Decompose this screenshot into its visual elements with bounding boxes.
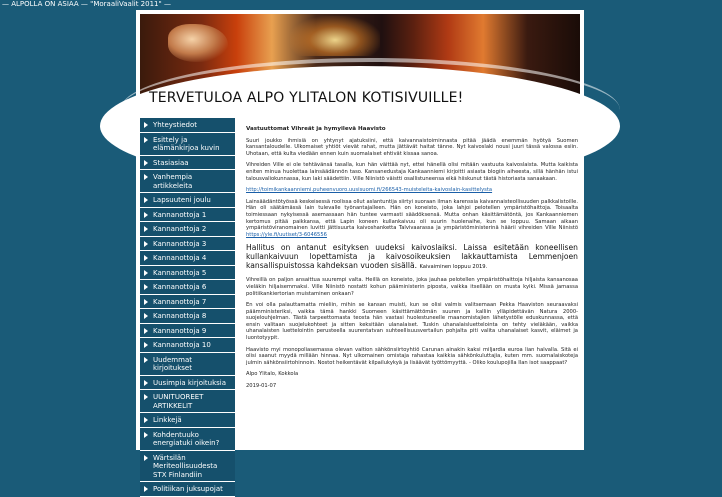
- sidebar-item[interactable]: [140, 251, 235, 266]
- sidebar-item-label: Politiikan juksupojat: [153, 485, 223, 493]
- arrow-bullet-icon: [144, 270, 148, 276]
- article-paragraph: Haavisto myi monopoliasemassa olevan valtion sähkönsiirtoyhtiö Carunan ainakin kaksi miljardia euroa lian halvalla. Sitä ei olisi saanut myydä millään hinnaa. Nyt ulkomainen omistaja rahastaa kaikkia sähkönkuluttajia, kuten mm. suomalaiskoteja julmin sähkönsiirtohinnoin. Nostot heikentävät kilpailukykyä ja lisäävät työttömyyttä. - Oliko koulupojilla Ilan isot saappaat?: [246, 346, 578, 366]
- article-paragraph: Lainsäädäntötyössä keskeisessä roolissa ollut aslantuntija siirtyi suoraan ilman karenssia kaivannaisteollisuuden palkkalistoille. Hän oli säätämässä lain tulevalle työnantajalleen. Hän on koneisto, joka lahjoi pelotellen ympäristöhaittoja. Toisaalta toimiessaan nykyisessä asemassaan hän tuntee varmasti säädöksensä. Mutta onhan käsittämätöntä, jos Kankaanniemen kertomus pitää paikkansa, että Lapin koneen kullankaivuu oli suurin huolenaihe, kun se loppuu. Samaan aikaan ympäristöviranomainen luvitti jättisuurta kaivoshanketta Talvivaarassa ja ympäristöministerinä häärii vihreiden Ville Niinistö https://yle.fi/uutiset/3-6046556: [246, 198, 578, 238]
- sidebar-item[interactable]: [140, 353, 235, 376]
- arrow-bullet-icon: [144, 226, 148, 232]
- sidebar-item[interactable]: [140, 324, 235, 339]
- sidebar-item[interactable]: [140, 266, 235, 281]
- arrow-bullet-icon: [144, 313, 148, 319]
- sidebar-item[interactable]: [140, 390, 235, 413]
- sidebar-item-label: Lapsuuteni joulu: [153, 196, 211, 204]
- article-title: Vastuuttomat Vihreät ja hymyilevä Haavisto: [246, 126, 386, 132]
- sidebar-item-label: Kannanottoja 10: [153, 341, 211, 349]
- arrow-bullet-icon: [144, 174, 148, 180]
- arrow-bullet-icon: [144, 137, 148, 143]
- arrow-bullet-icon: [144, 486, 148, 492]
- arrow-bullet-icon: [144, 255, 148, 261]
- sidebar-item-label: Kohdentuuko energiatuki oikein?: [153, 430, 220, 447]
- arrow-bullet-icon: [144, 432, 148, 438]
- sidebar-item-label: Esittely ja elämänkirjoa kuvin: [153, 135, 220, 152]
- banner-photo-flare: [290, 16, 380, 56]
- arrow-bullet-icon: [144, 455, 148, 461]
- article-paragraph: Vihreiden Ville ei ole tehtävänsä tasalla, kun hän väittää nyt, ettei hänellä olisi mitään vastuuta kaivoslaista. Mutta kaikista eniten minua huolettaa lainsäädännön taso. Kansanedustaja Kankaanniemi kirjoitti asiasta blogiin aiheesta, sillä hänhän istui talousvaliokunnassa, kun laki säädettiin. Ville Niinistö väistti osallistuneensa eikä hiiskunut tästä historiasta sanaakaan.: [246, 162, 578, 182]
- sidebar-nav: [140, 118, 235, 497]
- page-title: TERVETULOA ALPO YLITALON KOTISIVUILLE!: [149, 90, 464, 106]
- sidebar-item[interactable]: [140, 451, 235, 483]
- article-date: 2019-01-07: [246, 383, 277, 390]
- sidebar-item-label: Kannanottoja 1: [153, 210, 207, 219]
- arrow-bullet-icon: [144, 212, 148, 218]
- arrow-bullet-icon: [144, 417, 148, 423]
- article-link[interactable]: https://yle.fi/uutiset/3-6046556: [246, 231, 327, 238]
- sidebar-item[interactable]: [140, 118, 235, 133]
- sidebar-item-label: Kannanottoja 4: [153, 254, 207, 262]
- arrow-bullet-icon: [144, 299, 148, 305]
- sidebar-item-label: Vanhempia artikkeleita: [153, 173, 193, 190]
- article-lead: Hallitus on antanut esityksen uudeksi kaivoslaiksi. Laissa esitetään koneellisen kullankaivuun lopettamista ja kaivosoikeuksien lakkauttamista Lemmenjoen kansallispuistossa kahdeksan vuoden sisällä. Kaivaiminen loppuu 2019.: [246, 243, 578, 271]
- sidebar-item-label: Kannanottoja 6: [153, 283, 207, 291]
- sidebar-item[interactable]: [140, 428, 235, 451]
- site-tagline: — ALPOLLA ON ASIAA — "MoraaliVaalit 2011" —: [2, 0, 171, 8]
- arrow-bullet-icon: [144, 394, 148, 400]
- sidebar-item-label: Wärtsilän Meriteollisuudesta STX Finlandiin: [153, 453, 218, 479]
- sidebar-item[interactable]: [140, 193, 235, 208]
- sidebar-item[interactable]: [140, 482, 235, 497]
- sidebar-item-label: Kannanottoja 7: [153, 297, 207, 306]
- arrow-bullet-icon: [144, 284, 148, 290]
- sidebar-item[interactable]: [140, 237, 235, 252]
- sidebar-item[interactable]: [140, 170, 235, 193]
- sidebar-item-label: Kannanottoja 3: [153, 239, 207, 248]
- page-container: [136, 10, 584, 493]
- sidebar-item-label: Linkkejä: [153, 416, 182, 424]
- sidebar-item[interactable]: [140, 208, 235, 223]
- sidebar-item[interactable]: [140, 280, 235, 295]
- sidebar-item[interactable]: [140, 338, 235, 353]
- sidebar-item-label: Kannanottoja 8: [153, 312, 207, 320]
- arrow-bullet-icon: [144, 380, 148, 386]
- sidebar-item[interactable]: [140, 376, 235, 391]
- arrow-bullet-icon: [144, 160, 148, 166]
- article-link[interactable]: http://toimikankaanniemi.puheenvuoro.uusisuomi.fi/266543-muisteleita-kaivoslain-kasittelysta: [246, 187, 493, 194]
- sidebar-item[interactable]: [140, 413, 235, 428]
- sidebar-item-label: Uusimpia kirjoituksia: [153, 378, 227, 387]
- sidebar-item-label: Kannanottoja 9: [153, 326, 207, 335]
- sidebar-item-label: Kannanottoja 5: [153, 268, 207, 277]
- sidebar-item-label: Kannanottoja 2: [153, 225, 207, 233]
- article-signature: Alpo Ylitalo, Kokkola: [246, 371, 299, 378]
- header-banner: [140, 14, 580, 111]
- arrow-bullet-icon: [144, 241, 148, 247]
- article: [246, 126, 578, 395]
- arrow-bullet-icon: [144, 197, 148, 203]
- arrow-bullet-icon: [144, 328, 148, 334]
- article-paragraph: Vihreillä on paljon ansaittua suurempi valta. Heillä on koneisto, joka jauhaa pelotellen ympäristöhaittoja hiljaista kansanosaa vieläkin hiljaisemmaksi. Ville Niinistö nostatti kohun pääministerin piposta, vaikka itsellään on musta kyiki. Missä jamassa politiikankiertorian muistaminen onkaan?: [246, 277, 578, 297]
- sidebar-item[interactable]: [140, 222, 235, 237]
- arrow-bullet-icon: [144, 342, 148, 348]
- arrow-bullet-icon: [144, 357, 148, 363]
- arrow-bullet-icon: [144, 122, 148, 128]
- sidebar-item-label: Uudemmat kirjoitukset: [153, 355, 192, 372]
- sidebar-item[interactable]: [140, 156, 235, 171]
- sidebar-item-label: Stasiasiaa: [153, 158, 189, 167]
- banner-photo-hand: [168, 24, 228, 62]
- article-paragraph: Suuri joukko ihmisiä on yhtynyt ajatuksiini, että kaivannaistoiminnasta pitää jäädä enemmän hyötyä Suomen kansantaloudelle. Ulkomaiset yhtiöt vievät rahat, mutta jättävät haitat tänne. Nyt kaivoslaki nousi juuri tässä valossa esiin. Uhotaan, että kulta viedään ennen kuin suomalaiset ehtivät kissaa sanoa.: [246, 137, 578, 157]
- article-paragraph: En voi olla palauttamatta mieliin, mihin se kansan muisti, kun se olisi valmis valitsemaan Pekka Haaviston seuraavaksi päämministeriksi, vaikka tämä hankki Suomeen käsittämättömän suuren ja kalliin ylläpidettävän Natura 2000-suojelouhjelman. Tästä tarpeettomasta teosta hän vastasi huolestuneelle maanomistajien lähetystölle eduskunnassa, että ensin valitaan suojelukohteet ja sitten keksitään ulanalaiset. Tuskin uhanalaisluettelointa on tehty vieläkään, vaikka uhanalaisten luettelointin perusteella suurentatvan suhteellisuusvertailun pohjalta piti valita uhanalaiset kasvit, eläimet ja luontotyypit.: [246, 302, 578, 342]
- sidebar-item-label: Yhteystiedot: [153, 121, 198, 129]
- sidebar-item[interactable]: [140, 133, 235, 156]
- sidebar-item[interactable]: [140, 295, 235, 310]
- sidebar-item-label: UUNITUOREET ARTIKKELIT: [153, 393, 204, 410]
- sidebar-item[interactable]: [140, 309, 235, 324]
